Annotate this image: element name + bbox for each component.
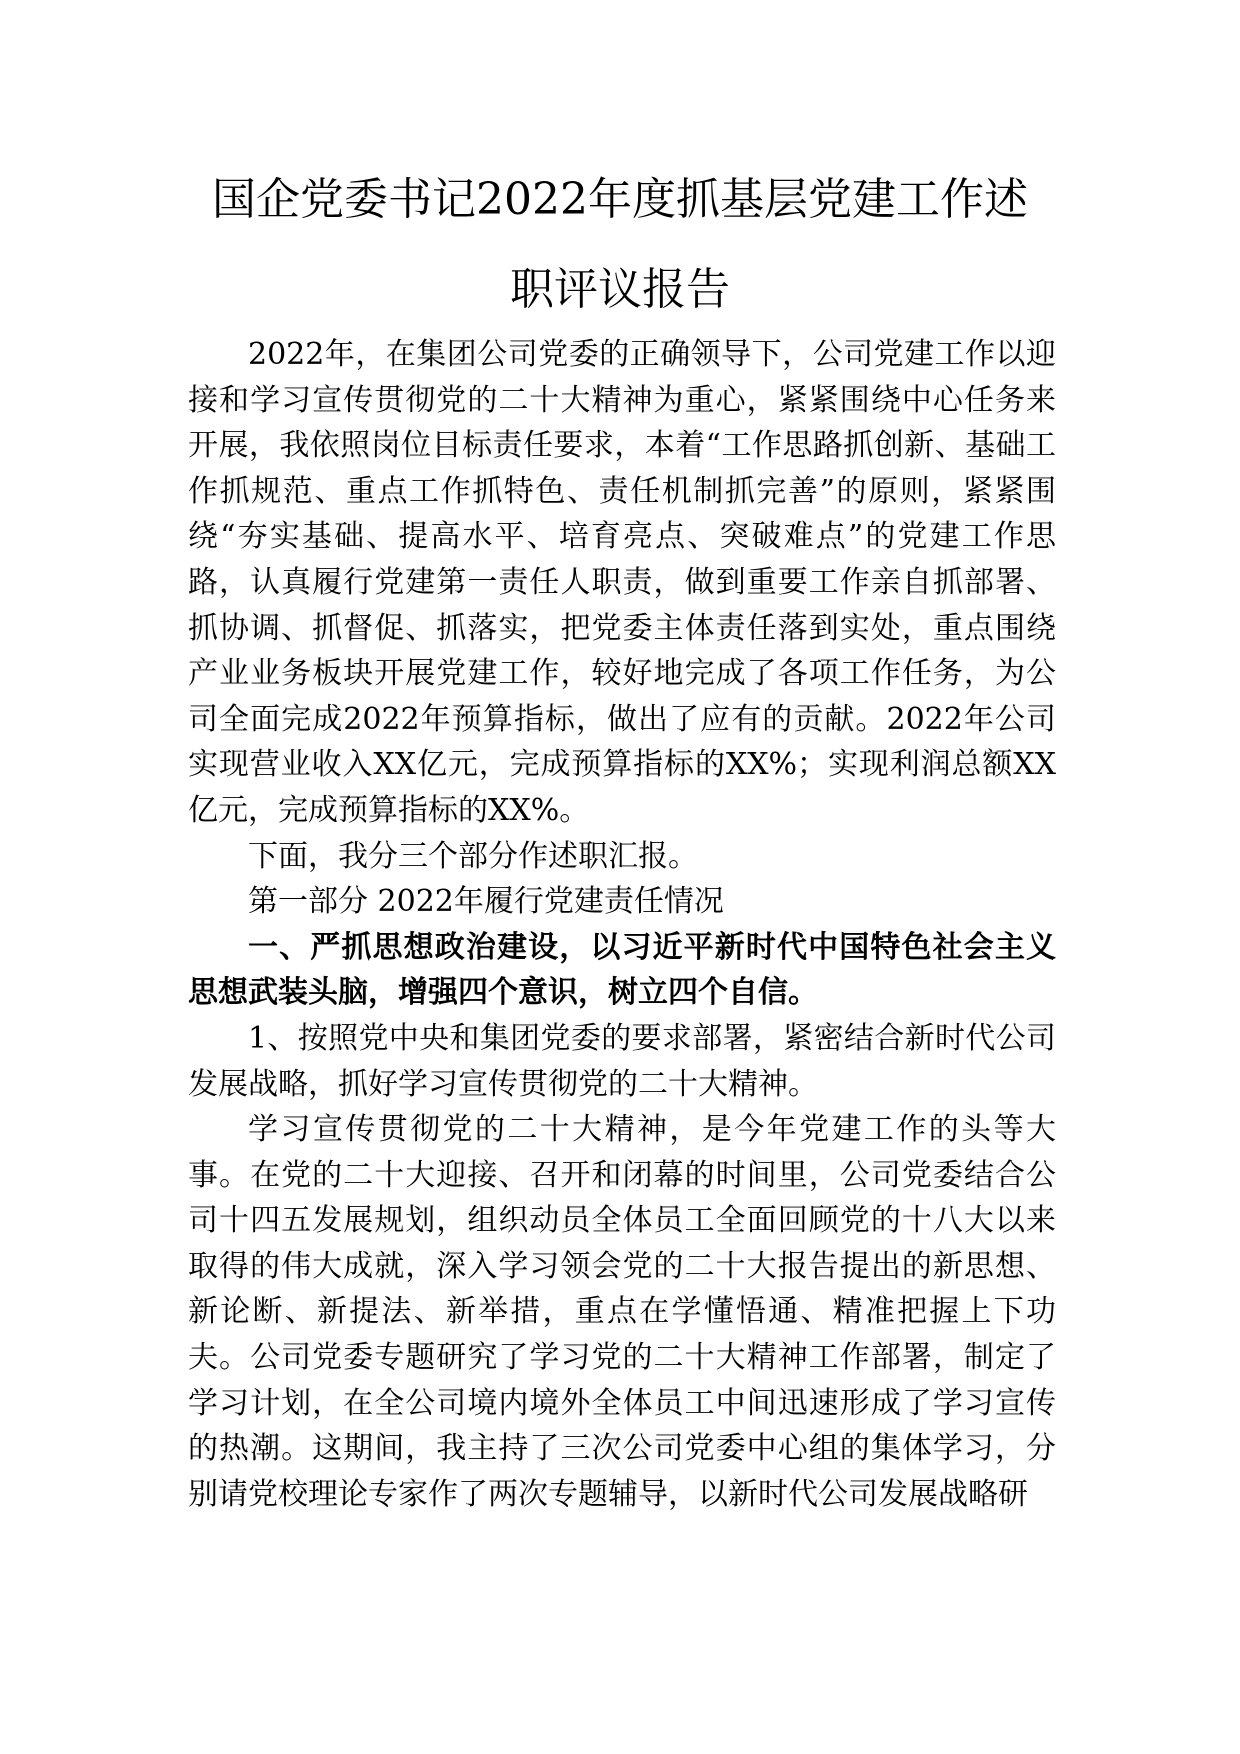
document-body — [188, 332, 1056, 1517]
section-heading-part-one: 第一部分 2022年履行党建责任情况 — [248, 884, 724, 920]
paragraph-intro: 2022年，在集团公司党委的正确领导下，公司党建工作以迎接和学习宣传贯彻党的二十大精神为重心，紧紧围绕中心任务来开展，我依照岗位目标责任要求，本着“工作思路抓创新、基础工作抓规范、重点工作抓特色、责任机制抓完善”的原则，紧紧围绕“夯实基础、提高水平、培育亮点、突破难点”的党建工作思路，认真履行党建第一责任人职责，做到重要工作亲自抓部署、抓协调、抓督促、抓落实，把党委主体责任落到实处，重点围绕产业业务板块开展党建工作，较好地完成了各项工作任务，为公司全面完成2022年预算指标，做出了应有的贡献。2022年公司实现营业收入XX亿元，完成预算指标的XX%；实现利润总额XX亿元，完成预算指标的XX%。 — [188, 337, 1056, 828]
paragraph-outline: 下面，我分三个部分作述职汇报。 — [248, 838, 698, 874]
document-title-line-2: 职评议报告 — [510, 264, 730, 315]
subsection-heading-1: 1、按照党中央和集团党委的要求部署，紧密结合新时代公司发展战略，抓好学习宣传贯彻党的二十大精神。 — [188, 1020, 1056, 1102]
paragraph-study: 学习宣传贯彻党的二十大精神，是今年党建工作的头等大事。在党的二十大迎接、召开和闭幕的时间里，公司党委结合公司十四五发展规划，组织动员全体员工全面回顾党的十八大以来取得的伟大成就，深入学习领会党的二十大报告提出的新思想、新论断、新提法、新举措，重点在学懂悟通、精准把握上下功夫。公司党委专题研究了学习党的二十大精神工作部署，制定了学习计划，在全公司境内境外全体员工中间迅速形成了学习宣传的热潮。这期间，我主持了三次公司党委中心组的集体学习，分别请党校理论专家作了两次专题辅导，以新时代公司发展战略研 — [188, 1112, 1056, 1512]
document-title-line-1: 国企党委书记2022年度抓基层党建工作述 — [212, 174, 1028, 225]
section-heading-one: 一、严抓思想政治建设，以习近平新时代中国特色社会主义思想武装头脑，增强四个意识，树立四个自信。 — [188, 929, 1056, 1011]
